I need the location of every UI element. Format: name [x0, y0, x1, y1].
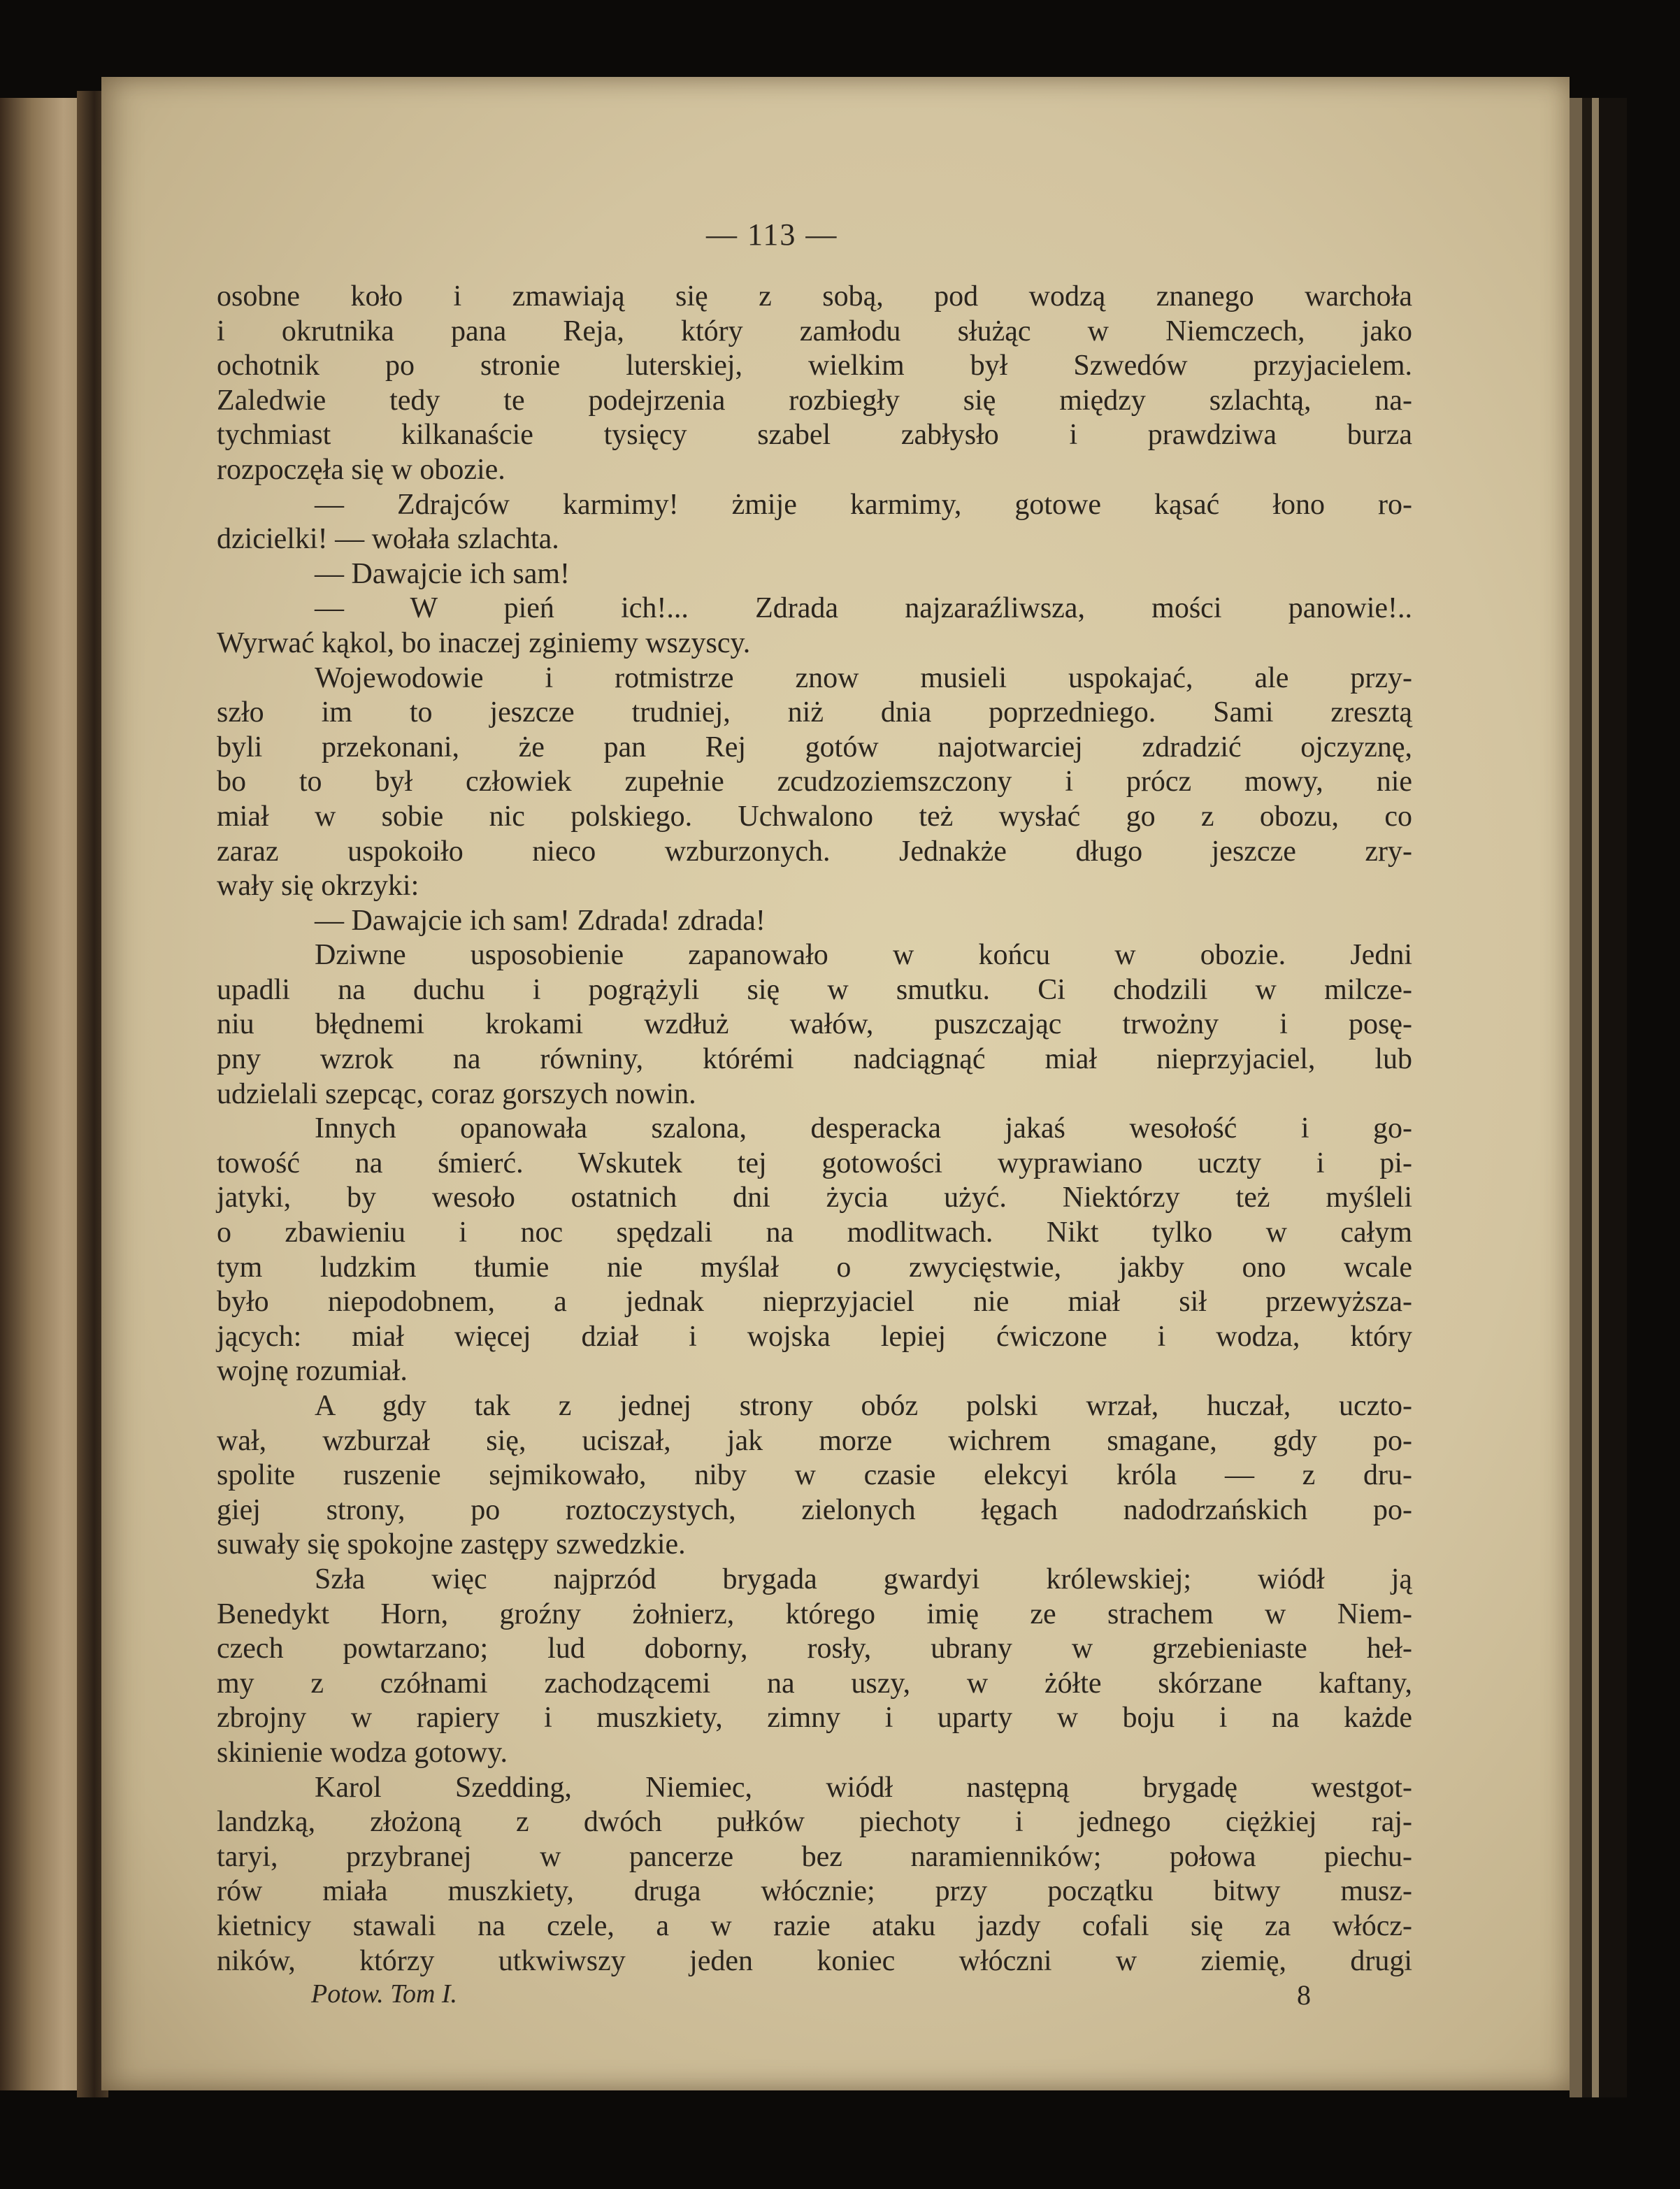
text-line: landzką, złożoną z dwóch pułków piechoty i jednego ciężkiej raj-: [217, 1806, 1412, 1839]
text-line: — Dawajcie ich sam! Zdrada! zdrada!: [315, 904, 766, 937]
text-line: dzicielki! — wołała szlachta.: [217, 523, 559, 556]
text-line: zbrojny w rapiery i muszkiety, zimny i uparty w boju i na każde: [217, 1702, 1412, 1735]
text-line: — W pień ich!... Zdrada najzaraźliwsza, mości panowie!..: [315, 592, 1412, 625]
text-line: zaraz uspokoiło nieco wzburzonych. Jednakże długo jeszcze zry-: [217, 835, 1412, 868]
text-line: miał w sobie nic polskiego. Uchwalono też wysłać go z obozu, co: [217, 800, 1412, 833]
text-line: Zaledwie tedy te podejrzenia rozbiegły się między szlachtą, na-: [217, 384, 1412, 417]
page-number-header: — 113 —: [706, 217, 838, 252]
text-line: Wojewodowie i rotmistrze znow musieli uspokajać, ale przy-: [315, 661, 1412, 694]
text-line: upadli na duchu i pogrążyli się w smutku. Ci chodzili w milcze-: [217, 973, 1412, 1006]
text-line: kietnicy stawali na czele, a w razie ataku jazdy cofali się za włócz-: [217, 1909, 1412, 1942]
text-line: rozpoczęła się w obozie.: [217, 453, 505, 486]
text-line: ników, którzy utkwiwszy jeden koniec włóczni w ziemię, drugi: [217, 1944, 1412, 1977]
sheet-number: 8: [1297, 1979, 1311, 2011]
text-line: jatyki, by wesoło ostatnich dni życia użyć. Niektórzy też myśleli: [217, 1182, 1412, 1214]
text-line: Benedykt Horn, groźny żołnierz, którego imię ze strachem w Niem-: [217, 1598, 1412, 1630]
text-line: wojnę rozumiał.: [217, 1355, 408, 1388]
text-line: towość na śmierć. Wskutek tej gotowości wyprawiano uczty i pi-: [217, 1147, 1412, 1179]
text-line: szło im to jeszcze trudniej, niż dnia poprzedniego. Sami zresztą: [217, 696, 1412, 729]
text-line: Karol Szedding, Niemiec, wiódł następną brygadę westgot-: [315, 1771, 1412, 1804]
text-line: Szła więc najprzód brygada gwardyi królewskiej; wiódł ją: [315, 1563, 1412, 1595]
text-line: wał, wzburzał się, uciszał, jak morze wichrem smagane, gdy po-: [217, 1424, 1412, 1457]
text-line: A gdy tak z jednej strony obóz polski wrzał, huczał, uczto-: [315, 1390, 1412, 1422]
text-line: my z czółnami zachodzącemi na uszy, w żółte skórzane kaftany,: [217, 1667, 1412, 1700]
text-line: tychmiast kilkanaście tysięcy szabel zabłysło i prawdziwa burza: [217, 419, 1412, 452]
signature-mark: Potow. Tom I.: [311, 1979, 458, 2009]
text-line: giej strony, po roztoczystych, zielonych łęgach nadodrzańskich po-: [217, 1493, 1412, 1526]
text-line: bo to był człowiek zupełnie zcudzoziemszczony i prócz mowy, nie: [217, 766, 1412, 798]
text-line: i okrutnika pana Reja, który zamłodu służąc w Niemczech, jako: [217, 315, 1412, 347]
text-line: taryi, przybranej w pancerze bez naramienników; połowa piechu-: [217, 1840, 1412, 1873]
text-line: pny wzrok na równiny, którémi nadciągnąć miał nieprzyjaciel, lub: [217, 1043, 1412, 1076]
page-stack-edge: [1592, 98, 1599, 2097]
text-line: osobne koło i zmawiają się z sobą, pod wodzą znanego warchoła: [217, 280, 1412, 313]
text-line: Dziwne usposobienie zapanowało w końcu w obozie. Jedni: [315, 939, 1412, 972]
text-line: udzielali szepcąc, coraz gorszych nowin.: [217, 1077, 696, 1110]
page-footer: [311, 1979, 1311, 2009]
text-line: spolite ruszenie sejmikowało, niby w czasie elekcyi króla — z dru-: [217, 1459, 1412, 1492]
text-line: czech powtarzano; lud doborny, rosły, ubrany w grzebieniaste heł-: [217, 1632, 1412, 1665]
text-line: niu błędnemi krokami wzdłuż wałów, puszczając trwożny i posę-: [217, 1008, 1412, 1041]
text-line: wały się okrzyki:: [217, 870, 419, 903]
page-stack-shadow: [1582, 98, 1592, 2097]
text-line: byli przekonani, że pan Rej gotów najotwarciej zdradzić ojczyznę,: [217, 731, 1412, 763]
body-text: [217, 280, 1412, 1979]
text-line: o zbawieniu i noc spędzali na modlitwach. Nikt tylko w całym: [217, 1216, 1412, 1249]
text-line: — Zdrajców karmimy! żmije karmimy, gotowe kąsać łono ro-: [315, 488, 1412, 521]
text-line: Wyrwać kąkol, bo inaczej zginiemy wszyscy.: [217, 626, 751, 659]
text-line: skinienie wodza gotowy.: [217, 1736, 508, 1769]
text-line: było niepodobnem, a jednak nieprzyjaciel nie miał sił przewyższa-: [217, 1286, 1412, 1319]
text-line: Innych opanowała szalona, desperacka jakaś wesołość i go-: [315, 1112, 1412, 1145]
text-line: suwały się spokojne zastępy szwedzkie.: [217, 1528, 686, 1561]
book-cover-edge: [1599, 98, 1627, 2097]
text-line: ochotnik po stronie luterskiej, wielkim był Szwedów przyjacielem.: [217, 350, 1412, 382]
text-line: rów miała muszkiety, druga włócznie; przy początku bitwy musz-: [217, 1875, 1412, 1908]
text-line: tym ludzkim tłumie nie myślał o zwycięstwie, jakby ono wcale: [217, 1251, 1412, 1284]
text-line: — Dawajcie ich sam!: [315, 557, 570, 590]
text-line: jących: miał więcej dział i wojska lepiej ćwiczone i wodza, który: [217, 1320, 1412, 1353]
page-stack-edge: [1570, 98, 1582, 2097]
